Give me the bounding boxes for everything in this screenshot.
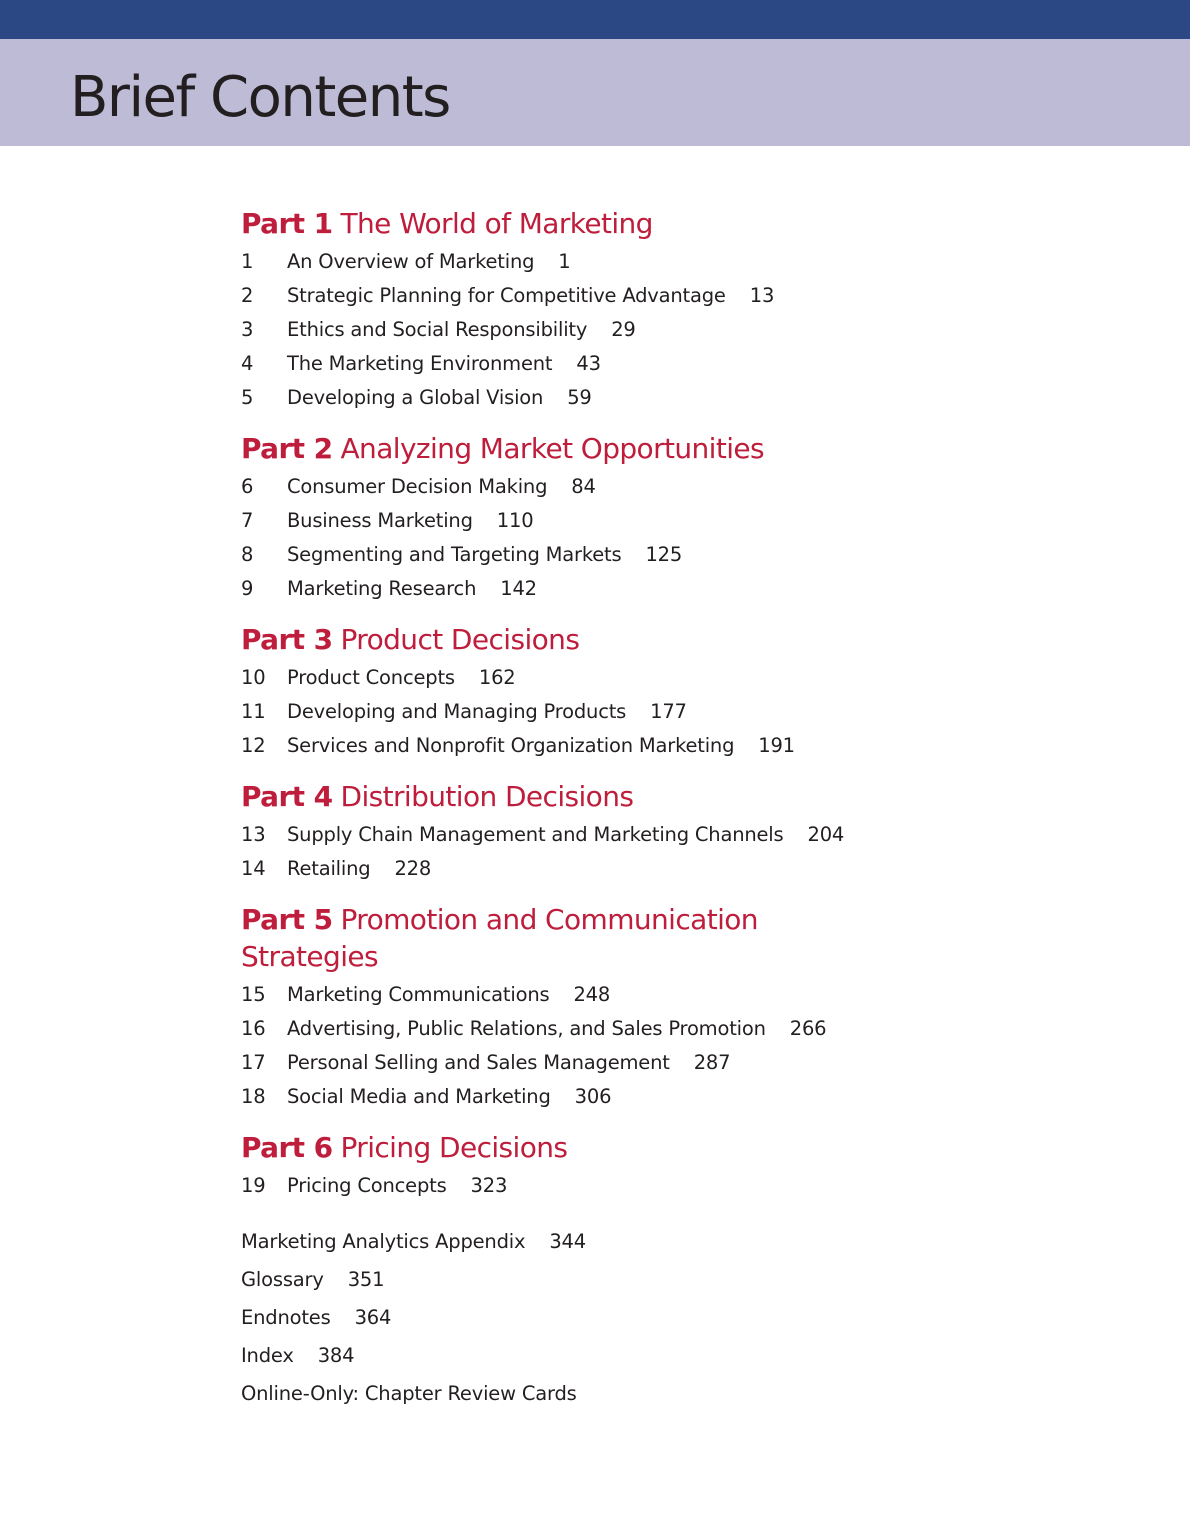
chapter-entry[interactable] (241, 851, 1141, 885)
chapter-page: 1 (558, 249, 571, 273)
part-label: Part 3 (241, 623, 333, 656)
spacer (241, 762, 1141, 778)
back-matter-title: Endnotes (241, 1305, 331, 1329)
chapter-entry[interactable] (241, 817, 1141, 851)
back-matter-title: Index (241, 1343, 294, 1367)
back-matter-page: 351 (347, 1267, 385, 1291)
chapter-number: 15 (241, 982, 266, 1006)
part-heading[interactable] (241, 901, 801, 975)
chapter-title: An Overview of Marketing (287, 249, 535, 273)
part-heading[interactable] (241, 621, 1141, 658)
part-heading[interactable] (241, 1129, 1141, 1166)
chapter-number: 17 (241, 1050, 266, 1074)
chapter-title: Ethics and Social Responsibility (287, 317, 588, 341)
spacer (241, 885, 1141, 901)
part-label: Part 1 (241, 207, 333, 240)
chapter-number: 5 (241, 385, 254, 409)
chapter-title: Supply Chain Management and Marketing Channels (287, 822, 784, 846)
chapter-entry[interactable] (241, 728, 1141, 762)
chapter-title: Strategic Planning for Competitive Advantage (287, 283, 726, 307)
chapter-number: 13 (241, 822, 266, 846)
back-matter-title: Glossary (241, 1267, 324, 1291)
back-matter-page: 384 (317, 1343, 355, 1367)
chapter-page: 323 (470, 1173, 508, 1197)
chapter-entry[interactable] (241, 469, 1141, 503)
chapter-entry[interactable] (241, 380, 1141, 414)
chapter-number: 6 (241, 474, 254, 498)
chapter-title: Pricing Concepts (287, 1173, 447, 1197)
chapter-number: 18 (241, 1084, 266, 1108)
chapter-entry[interactable] (241, 1045, 1141, 1079)
chapter-entry[interactable] (241, 1168, 1141, 1202)
top-color-bar (0, 0, 1190, 39)
chapter-page: 142 (500, 576, 537, 600)
chapter-title: Business Marketing (287, 508, 473, 532)
chapter-entry[interactable] (241, 694, 1141, 728)
chapter-number: 2 (241, 283, 254, 307)
part-title: The World of Marketing (340, 207, 653, 240)
chapter-number: 19 (241, 1173, 266, 1197)
part-2 (241, 430, 1141, 605)
chapter-number: 8 (241, 542, 254, 566)
chapter-entry[interactable] (241, 1011, 1141, 1045)
chapter-page: 177 (650, 699, 687, 723)
chapter-title: Product Concepts (287, 665, 455, 689)
chapter-title: Personal Selling and Sales Management (287, 1050, 670, 1074)
chapter-entry[interactable] (241, 977, 1141, 1011)
chapter-title: Developing and Managing Products (287, 699, 627, 723)
part-title: Analyzing Market Opportunities (340, 432, 765, 465)
part-label: Part 5 (241, 903, 333, 936)
chapter-number: 9 (241, 576, 254, 600)
chapter-page: 110 (496, 508, 534, 532)
back-matter-item[interactable] (241, 1260, 1141, 1298)
part-heading[interactable] (241, 430, 1141, 467)
chapter-page: 84 (571, 474, 596, 498)
chapter-page: 59 (567, 385, 592, 409)
chapter-page: 248 (573, 982, 611, 1006)
chapter-title: Segmenting and Targeting Markets (287, 542, 622, 566)
chapter-entry[interactable] (241, 537, 1141, 571)
chapter-title: Marketing Communications (287, 982, 550, 1006)
chapter-number: 12 (241, 733, 266, 757)
spacer (241, 414, 1141, 430)
chapter-number: 16 (241, 1016, 266, 1040)
chapter-entry[interactable] (241, 660, 1141, 694)
chapter-number: 11 (241, 699, 266, 723)
back-matter-item[interactable] (241, 1222, 1141, 1260)
chapter-page: 162 (478, 665, 516, 689)
chapter-page: 228 (394, 856, 432, 880)
chapter-title: The Marketing Environment (287, 351, 553, 375)
back-matter-page: 344 (549, 1229, 586, 1253)
table-of-contents (241, 205, 1141, 1412)
chapter-page: 43 (576, 351, 601, 375)
chapter-page: 266 (789, 1016, 827, 1040)
part-5 (241, 901, 1141, 1113)
chapter-title: Retailing (287, 856, 371, 880)
chapter-title: Advertising, Public Relations, and Sales Promotion (287, 1016, 766, 1040)
page-title: Brief Contents (70, 65, 450, 130)
chapter-entry[interactable] (241, 278, 1141, 312)
chapter-number: 3 (241, 317, 254, 341)
part-heading[interactable] (241, 778, 1141, 815)
part-title: Distribution Decisions (340, 780, 634, 813)
chapter-page: 306 (574, 1084, 612, 1108)
part-title: Pricing Decisions (340, 1131, 568, 1164)
chapter-title: Marketing Research (287, 576, 477, 600)
chapter-entry[interactable] (241, 503, 1141, 537)
part-6 (241, 1129, 1141, 1202)
chapter-title: Consumer Decision Making (287, 474, 548, 498)
chapter-page: 29 (611, 317, 636, 341)
part-4 (241, 778, 1141, 885)
part-1 (241, 205, 1141, 414)
chapter-entry[interactable] (241, 244, 1141, 278)
chapter-entry[interactable] (241, 1079, 1141, 1113)
back-matter-title: Marketing Analytics Appendix (241, 1229, 526, 1253)
chapter-page: 287 (693, 1050, 731, 1074)
chapter-entry[interactable] (241, 312, 1141, 346)
back-matter-item[interactable] (241, 1298, 1141, 1336)
back-matter-item[interactable] (241, 1336, 1141, 1374)
chapter-number: 10 (241, 665, 266, 689)
part-label: Part 2 (241, 432, 333, 465)
spacer (241, 1113, 1141, 1129)
chapter-entry[interactable] (241, 571, 1141, 605)
part-label: Part 4 (241, 780, 333, 813)
chapter-page: 125 (645, 542, 683, 566)
part-label: Part 6 (241, 1131, 333, 1164)
chapter-title: Services and Nonprofit Organization Marketing (287, 733, 735, 757)
back-matter (241, 1222, 1141, 1412)
part-title: Promotion and Communication Strategies (241, 903, 758, 973)
back-matter-item[interactable] (241, 1374, 1141, 1412)
chapter-number: 1 (241, 249, 254, 273)
part-title: Product Decisions (340, 623, 580, 656)
chapter-page: 204 (807, 822, 845, 846)
back-matter-title: Online-Only: Chapter Review Cards (241, 1381, 577, 1405)
chapter-page: 191 (758, 733, 795, 757)
part-heading[interactable] (241, 205, 1141, 242)
back-matter-page: 364 (354, 1305, 392, 1329)
chapter-number: 7 (241, 508, 254, 532)
chapter-entry[interactable] (241, 346, 1141, 380)
chapter-title: Social Media and Marketing (287, 1084, 551, 1108)
spacer (241, 605, 1141, 621)
part-3 (241, 621, 1141, 762)
chapter-number: 14 (241, 856, 266, 880)
chapter-title: Developing a Global Vision (287, 385, 544, 409)
chapter-page: 13 (749, 283, 775, 307)
chapter-number: 4 (241, 351, 254, 375)
